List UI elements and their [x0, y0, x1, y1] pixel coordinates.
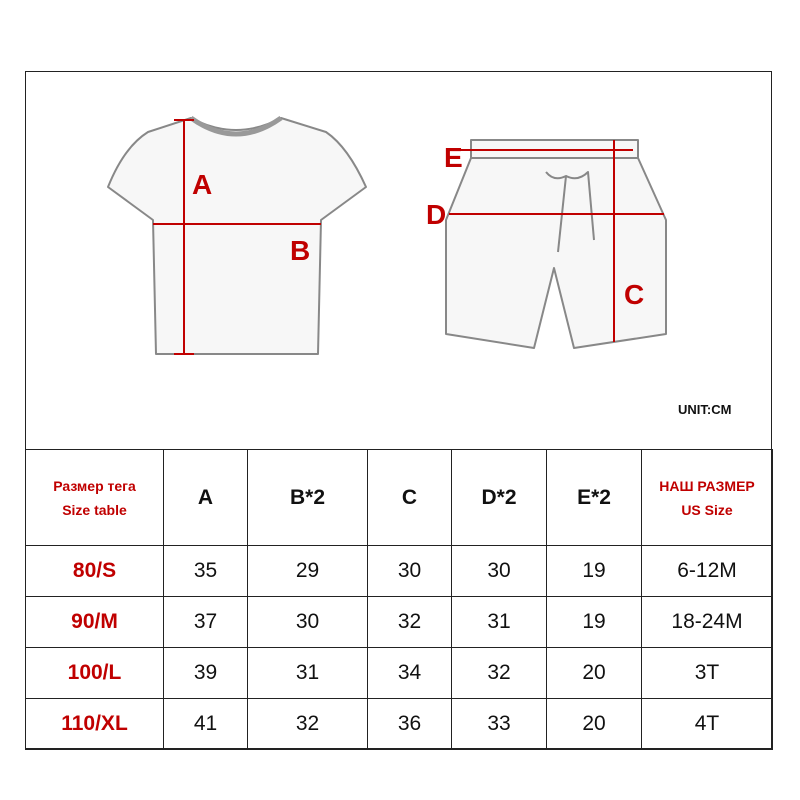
col-header-a: A	[164, 450, 248, 546]
label-e: E	[444, 142, 463, 173]
cell-a: 39	[164, 648, 248, 699]
cell-d: 31	[452, 597, 547, 648]
label-b: B	[290, 235, 311, 266]
cell-e: 19	[547, 546, 642, 597]
cell-us: 18-24M	[642, 597, 773, 648]
cell-d: 33	[452, 699, 547, 750]
cell-a: 41	[164, 699, 248, 750]
tshirt-sketch	[108, 118, 366, 354]
col-header-e: E*2	[547, 450, 642, 546]
col-header-b: B*2	[248, 450, 368, 546]
table-row	[26, 648, 773, 699]
table-row	[26, 546, 773, 597]
cell-c: 32	[368, 597, 452, 648]
cell-c: 30	[368, 546, 452, 597]
cell-e: 20	[547, 648, 642, 699]
row-tag: 80/S	[26, 546, 164, 597]
cell-a: 37	[164, 597, 248, 648]
row-tag: 90/M	[26, 597, 164, 648]
cell-us: 4T	[642, 699, 773, 750]
cell-b: 31	[248, 648, 368, 699]
row-tag: 110/XL	[26, 699, 164, 750]
table-row	[26, 597, 773, 648]
garment-illustration	[26, 72, 771, 450]
cell-b: 32	[248, 699, 368, 750]
left-header: Размер тега Size table	[26, 450, 164, 546]
right-header: НАШ РАЗМЕР US Size	[642, 450, 773, 546]
col-header-d: D*2	[452, 450, 547, 546]
cell-b: 29	[248, 546, 368, 597]
table-header-row	[26, 450, 773, 546]
cell-e: 20	[547, 699, 642, 750]
cell-us: 6-12M	[642, 546, 773, 597]
shorts-sketch	[446, 140, 666, 348]
cell-us: 3T	[642, 648, 773, 699]
cell-c: 36	[368, 699, 452, 750]
cell-c: 34	[368, 648, 452, 699]
cell-d: 30	[452, 546, 547, 597]
label-c: C	[624, 279, 645, 310]
cell-a: 35	[164, 546, 248, 597]
size-table	[25, 449, 773, 750]
row-tag: 100/L	[26, 648, 164, 699]
label-a: A	[192, 169, 213, 200]
col-header-c: C	[368, 450, 452, 546]
cell-d: 32	[452, 648, 547, 699]
table-row	[26, 699, 773, 750]
cell-b: 30	[248, 597, 368, 648]
cell-e: 19	[547, 597, 642, 648]
label-d: D	[426, 199, 447, 230]
unit-label: UNIT:CM	[678, 402, 732, 417]
